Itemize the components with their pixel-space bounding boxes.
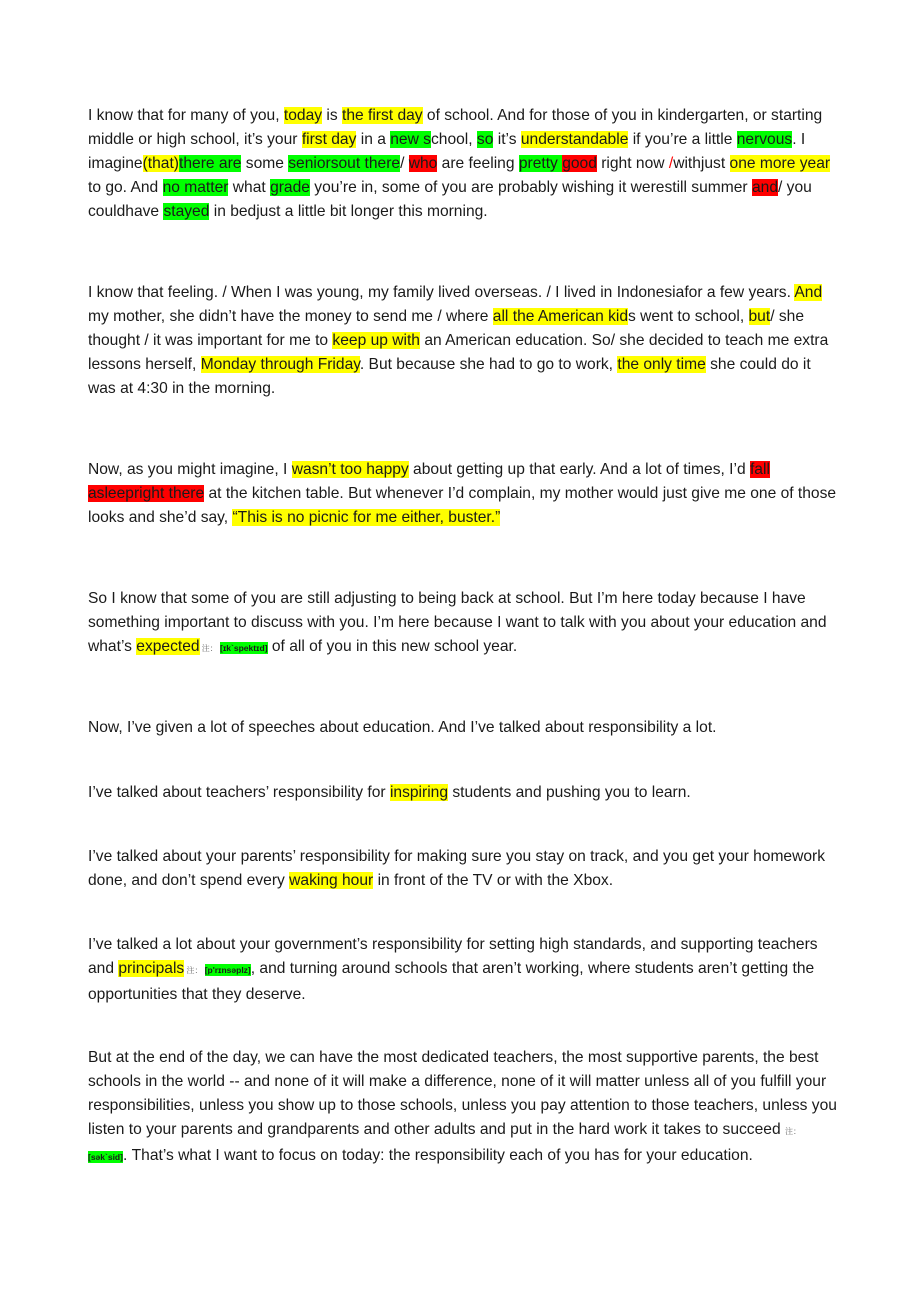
text-run: /: [400, 155, 409, 172]
highlight-yellow: inspiring: [389, 784, 449, 801]
phonetic-annotation: [p'rɪnsəplz]: [204, 965, 251, 975]
text-run: of all of you in this new school year.: [267, 638, 518, 655]
text-run: in bedjust a little bit longer this morning.: [209, 203, 488, 220]
paragraph-teachers-responsibility: [88, 781, 840, 805]
highlight-red: fall asleepright there: [88, 461, 770, 502]
text-run: I know that feeling. / When I was young, my family lived overseas. / I lived in Indonesiafor a few years.: [88, 284, 795, 301]
highlight-yellow: And: [794, 284, 823, 301]
paragraph-indonesia-childhood: [88, 281, 840, 401]
text-run: / she thought / it was important for me to: [88, 308, 804, 349]
text-run: some: [241, 155, 289, 172]
note-label: 注：: [784, 1127, 801, 1136]
highlight-yellow: waking hour: [289, 872, 374, 889]
text-run: in front of the TV or with the Xbox.: [373, 872, 614, 889]
text-run: But at the end of the day, we can have the most dedicated teachers, the most supportive parents, the best schools in the world -- and none of it will make a difference, none of it will matter unless all of you fulfill your responsibilities, unless you show up to those schools, unless you pay attention to those teachers, unless you listen to your parents and grandparents and other adults and put in the hard work it takes to succeed: [88, 1049, 837, 1138]
text-run: if you’re a little: [628, 131, 737, 148]
text-run: Now, as you might imagine, I: [88, 461, 292, 478]
highlight-green: grade: [270, 179, 310, 196]
text-run: are feeling: [437, 155, 519, 172]
text-run: it’s: [493, 131, 521, 148]
highlight-yellow: one more year: [729, 155, 831, 172]
text-run: at the kitchen table. But whenever I’d complain, my mother would just give me one of those looks and she’d say,: [88, 485, 837, 526]
paragraph-early-lessons: [88, 458, 840, 530]
text-run: . I imagine: [88, 131, 806, 172]
highlight-green: so: [476, 131, 494, 148]
text-run: I’ve talked about teachers’ responsibility for: [88, 784, 390, 801]
highlight-yellow: but: [748, 308, 771, 325]
paragraph-government-responsibility: [88, 933, 840, 1007]
text-run: I know that for many of you,: [88, 107, 284, 124]
phonetic-annotation: [ɪk`spektɪd]: [220, 643, 268, 653]
highlight-green: stayed: [163, 203, 210, 220]
highlight-green: pretty: [518, 155, 563, 172]
text-run: So I know that some of you are still adjusting to being back at school. But I’m here today because I have something important to discuss with you. I’m here because I want to talk with you about your education and what’s: [88, 590, 827, 655]
highlight-red: good: [562, 155, 597, 172]
highlight-yellow: principals: [118, 960, 185, 977]
highlight-green: seniorsout there: [288, 155, 401, 172]
text-run: about getting up that early. And a lot of times, I’d: [408, 461, 750, 478]
highlight-yellow: the only time: [617, 356, 706, 373]
text-run: . That’s what I want to focus on today: the responsibility each of you has for your education.: [122, 1147, 753, 1164]
highlight-yellow: keep up with: [332, 332, 420, 349]
highlight-red: who: [408, 155, 438, 172]
highlight-yellow: first day: [301, 131, 357, 148]
text-run: an American education. So/ she decided to teach me extra lessons herself,: [88, 332, 829, 373]
highlight-green: nervous: [736, 131, 793, 148]
highlight-red: and: [751, 179, 778, 196]
text-run: chool,: [430, 131, 477, 148]
text-run: in a: [356, 131, 391, 148]
highlight-yellow: (that): [142, 155, 180, 172]
highlight-green: new s: [390, 131, 431, 148]
text-run: is: [322, 107, 342, 124]
highlight-yellow: today: [283, 107, 323, 124]
text-run: s went to school,: [628, 308, 749, 325]
text-run: to go. And: [88, 179, 163, 196]
note-label: 注：: [184, 966, 205, 975]
text-run: my mother, she didn’t have the money to send me / where: [88, 308, 493, 325]
paragraph-parents-responsibility: [88, 845, 840, 893]
text-run: what: [228, 179, 271, 196]
highlight-yellow: “This is no picnic for me either, buster.”: [232, 509, 501, 526]
text-run: , and turning around schools that aren’t working, where students aren’t getting the opportunities that they deserve.: [88, 960, 815, 1003]
text-run: I’ve talked about your parents’ responsibility for making sure you stay on track, and you get your homework done, and don’t spend every: [88, 848, 826, 889]
phonetic-annotation: [sək`sid]: [88, 1152, 123, 1162]
paragraph-purpose-of-speech: [88, 587, 840, 661]
text-run: students and pushing you to learn.: [448, 784, 691, 801]
highlight-green: there are: [179, 155, 242, 172]
text-run: Now, I’ve given a lot of speeches about education. And I’ve talked about responsibility a lot.: [88, 719, 717, 736]
text-run: / you couldhave: [88, 179, 812, 220]
highlight-yellow: understandable: [520, 131, 629, 148]
pause-mark: /: [668, 155, 674, 172]
text-run: she could do it was at 4:30 in the morning.: [88, 356, 811, 397]
highlight-green: no matter: [162, 179, 229, 196]
note-label: 注：: [199, 644, 221, 653]
highlight-yellow: the first day: [341, 107, 423, 124]
text-run: I’ve talked a lot about your government’s responsibility for setting high standards, and supporting teachers and: [88, 936, 818, 977]
highlight-yellow: all the American kid: [492, 308, 629, 325]
text-run: of school. And for those of you in kindergarten, or starting middle or high school, it’s your: [88, 107, 823, 148]
text-run: you’re in, some of you are probably wishing it werestill summer: [309, 179, 752, 196]
highlight-yellow: wasn’t too happy: [291, 461, 409, 478]
text-run: . But because she had to go to work,: [359, 356, 618, 373]
paragraph-speeches-about-education: [88, 716, 840, 740]
highlight-yellow: Monday through Friday: [200, 356, 360, 373]
paragraph-student-responsibility: [88, 1046, 840, 1169]
text-run: withjust: [673, 155, 730, 172]
highlight-yellow: expected: [136, 638, 200, 655]
paragraph-first-day-of-school: [88, 104, 840, 224]
text-run: right now: [596, 155, 669, 172]
